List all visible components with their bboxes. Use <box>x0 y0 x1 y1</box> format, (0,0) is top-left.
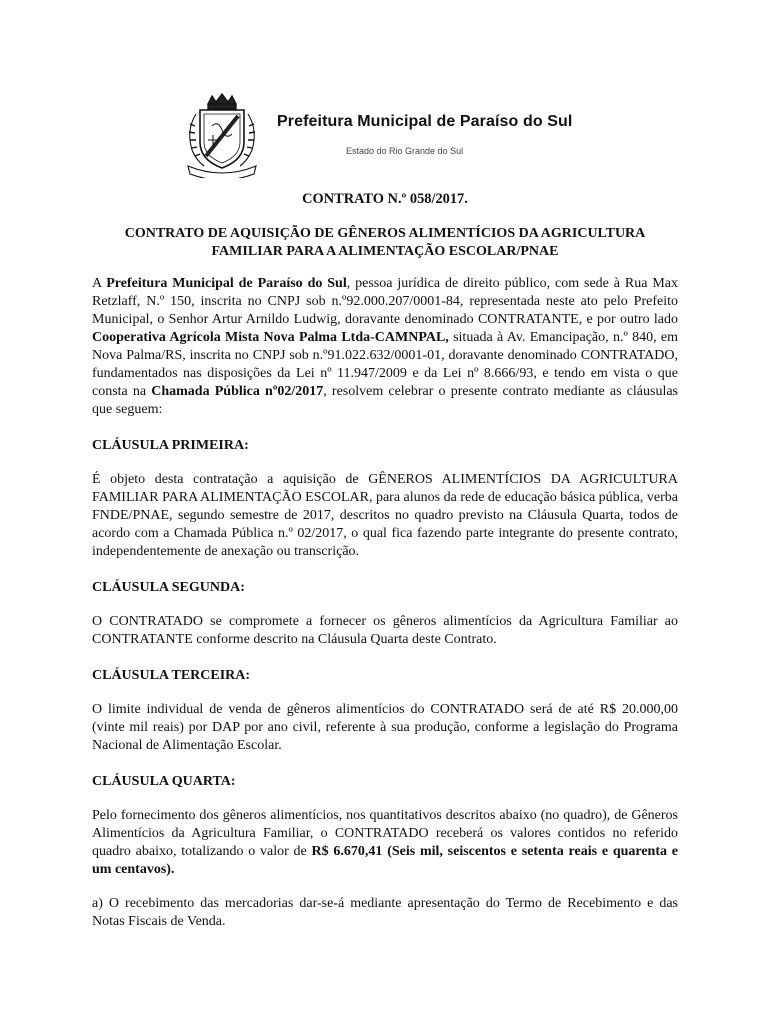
state-name: Estado do Rio Grande do Sul <box>346 146 464 156</box>
clause-3-title: CLÁUSULA TERCEIRA: <box>92 668 251 683</box>
clause-2-text: O CONTRATADO se compromete a fornecer os gêneros alimentícios da Agricultura Familiar ao CONTRATANTE conforme descrito na Cláusula Quarta deste Contrato. <box>92 614 678 647</box>
clause-3-text: O limite individual de venda de gêneros alimentícios do CONTRATADO será de até R$ 20.000,00 (vinte mil reais) por DAP por ano civil, referente à sua produção, conforme a legislação do Programa Nacional de Alimentação Escolar. <box>92 702 678 753</box>
contract-body <box>92 190 678 947</box>
clause-4-text: Pelo fornecimento dos gêneros alimentícios, nos quantitativos descritos abaixo (no quadro), de Gêneros Alimentícios da Agricultura Familiar, o CONTRATADO receberá os valores contidos no referido quadro abaixo, totalizando o valor de R$ 6.670,41 (Seis mil, seiscentos e setenta reais e quarenta e um centavos). <box>92 808 678 877</box>
letterhead <box>0 80 770 180</box>
contract-number: CONTRATO N.º 058/2017. <box>302 191 468 207</box>
clause-1-title: CLÁUSULA PRIMEIRA: <box>92 438 249 453</box>
municipal-crest-icon <box>178 90 266 178</box>
clause-1-text: É objeto desta contratação a aquisição de GÊNEROS ALIMENTÍCIOS DA AGRICULTURA FAMILIAR PARA ALIMENTAÇÃO ESCOLAR, para alunos da rede de educação básica pública, verba FNDE/PNAE, segundo semestre de 2017, descritos no quadro previsto na Cláusula Quarta, todos de acordo com a Chamada Pública n.º 02/2017, o qual fica fazendo parte integrante do presente contrato, independentemente de anexação ou transcrição. <box>92 472 678 559</box>
subject-line-1: CONTRATO DE AQUISIÇÃO DE GÊNEROS ALIMENTÍCIOS DA AGRICULTURA <box>124 226 646 241</box>
subject-line-2: FAMILIAR PARA A ALIMENTAÇÃO ESCOLAR/PNAE <box>211 244 559 259</box>
clause-2-title: CLÁUSULA SEGUNDA: <box>92 580 245 595</box>
clause-4-title: CLÁUSULA QUARTA: <box>92 774 236 789</box>
clause-4-item-a: a) O recebimento das mercadorias dar-se-á mediante apresentação do Termo de Recebimento e das Notas Fiscais de Venda. <box>92 896 678 929</box>
contract-subject <box>92 225 678 261</box>
municipality-name: Prefeitura Municipal de Paraíso do Sul <box>277 113 573 130</box>
intro-paragraph: A Prefeitura Municipal de Paraíso do Sul, pessoa jurídica de direito público, com sede à Rua Max Retzlaff, N.º 150, inscrita no CNPJ sob n.º92.000.207/0001-84, representada neste ato pelo Prefeito Municipal, o Senhor Artur Arnildo Ludwig, doravante denominado CONTRATANTE, e por outro lado Cooperativa Agrícola Mista Nova Palma Ltda-CAMNPAL, situada à Av. Emancipação, n.º 840, em Nova Palma/RS, inscrita no CNPJ sob n.º91.022.632/0001-01, doravante denominado CONTRATADO, fundamentados nas disposições da Lei nº 11.947/2009 e da Lei nº 8.666/93, e tendo em vista o que consta na Chamada Pública nº02/2017, resolvem celebrar o presente contrato mediante as cláusulas que seguem: <box>92 276 679 417</box>
